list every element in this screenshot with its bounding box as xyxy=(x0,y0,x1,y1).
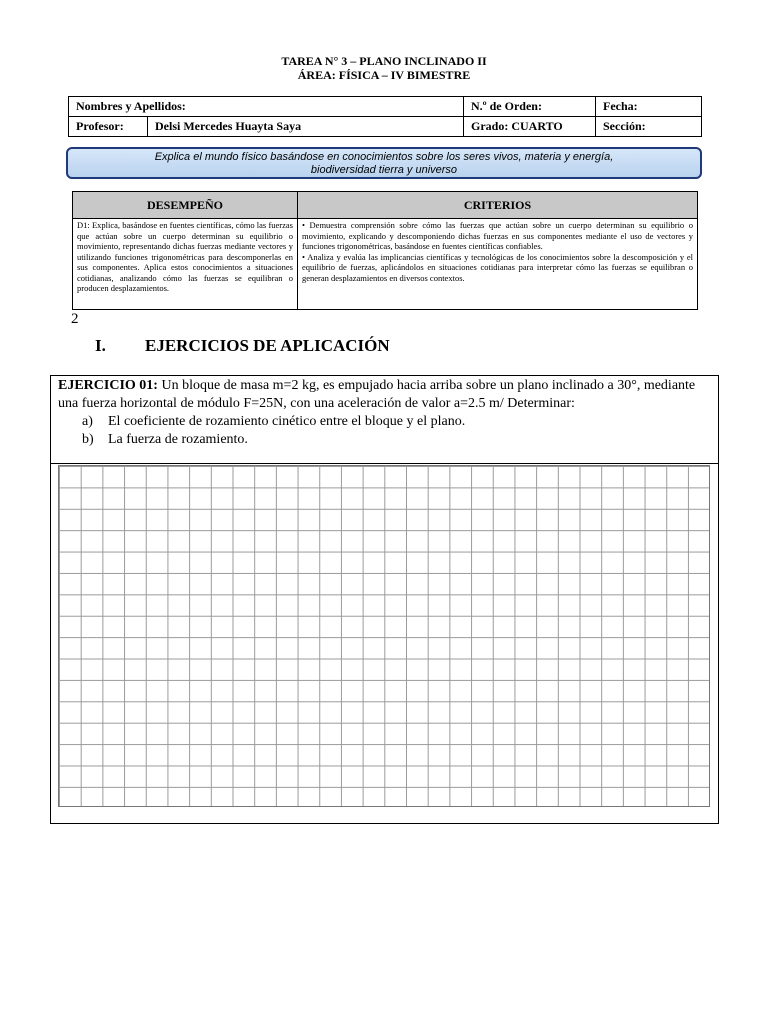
item-marker: b) xyxy=(82,432,94,447)
exercise-item xyxy=(58,413,712,431)
order-field[interactable]: N.º de Orden: xyxy=(464,97,596,117)
student-info-table xyxy=(68,96,702,137)
document-title: TAREA N° 3 – PLANO INCLINADO II xyxy=(281,54,487,68)
competency-banner xyxy=(66,147,702,179)
section-heading xyxy=(95,336,390,356)
teacher-label: Profesor: xyxy=(69,117,148,137)
performance-cell: D1: Explica, basándose en fuentes científicas, cómo las fuerzas que actúan sobre un cuerpo determinan su equilibrio o movimiento, representando dichas fuerzas mediante vectores y utilizando funciones trigonométricas para descomponerlas en sus componentes. Aplica estos conocimientos a situaciones cotidianas, analizando cómo las fuerzas se equilibran o producen desplazamientos. xyxy=(73,219,298,310)
exercise-item xyxy=(58,431,712,449)
criteria-item: • Analiza y evalúa las implicancias científicas y tecnológicas de los conocimientos sobre la descomposición y el equilibrio de fuerzas, aplicándolos en situaciones cotidianas para interpretar cómo las fuerzas se equilibran o generan desplazamientos en diversos contextos. xyxy=(302,251,693,283)
teacher-name: Delsi Mercedes Huayta Saya xyxy=(148,117,464,137)
criteria-header: CRITERIOS xyxy=(298,192,698,219)
exercise-label: EJERCICIO 01: xyxy=(58,378,158,393)
grade-label: Grado: CUARTO xyxy=(464,117,596,137)
exercise-box xyxy=(50,375,719,824)
answer-grid[interactable] xyxy=(58,465,710,807)
exercise-body: Un bloque de masa m=2 kg, es empujado hacia arriba sobre un plano inclinado a 30°, mediante una fuerza horizontal de módulo F=25N, con una aceleración de valor a=2.5 m/ Determinar: xyxy=(58,378,696,411)
item-text: La fuerza de rozamiento. xyxy=(108,432,248,447)
date-field[interactable]: Fecha: xyxy=(596,97,702,117)
performance-header: DESEMPEÑO xyxy=(73,192,298,219)
competency-line-2: biodiversidad tierra y universo xyxy=(310,164,458,176)
page-number: 2 xyxy=(71,311,79,327)
document-subtitle: ÁREA: FÍSICA – IV BIMESTRE xyxy=(297,68,471,82)
item-text: El coeficiente de rozamiento cinético entre el bloque y el plano. xyxy=(108,414,466,429)
criteria-table xyxy=(72,191,698,310)
section-field[interactable]: Sección: xyxy=(596,117,702,137)
exercise-statement xyxy=(58,377,712,449)
competency-line-1: Explica el mundo físico basándose en conocimientos sobre los seres vivos, materia y energía, xyxy=(154,151,614,163)
section-title: EJERCICIOS DE APLICACIÓN xyxy=(145,336,390,355)
section-number: I. xyxy=(95,336,106,355)
criteria-cell xyxy=(298,219,698,310)
criteria-item: • Demuestra comprensión sobre cómo las fuerzas que actúan sobre un cuerpo determinan su equilibrio o movimiento, explicando y descomponiendo dichas fuerzas en sus componentes mediante el uso de vectores y funciones trigonométricas, basándose en fuentes científicas confiables. xyxy=(302,220,693,251)
name-field[interactable]: Nombres y Apellidos: xyxy=(69,97,464,117)
exercise-divider xyxy=(51,463,718,464)
item-marker: a) xyxy=(82,414,93,429)
